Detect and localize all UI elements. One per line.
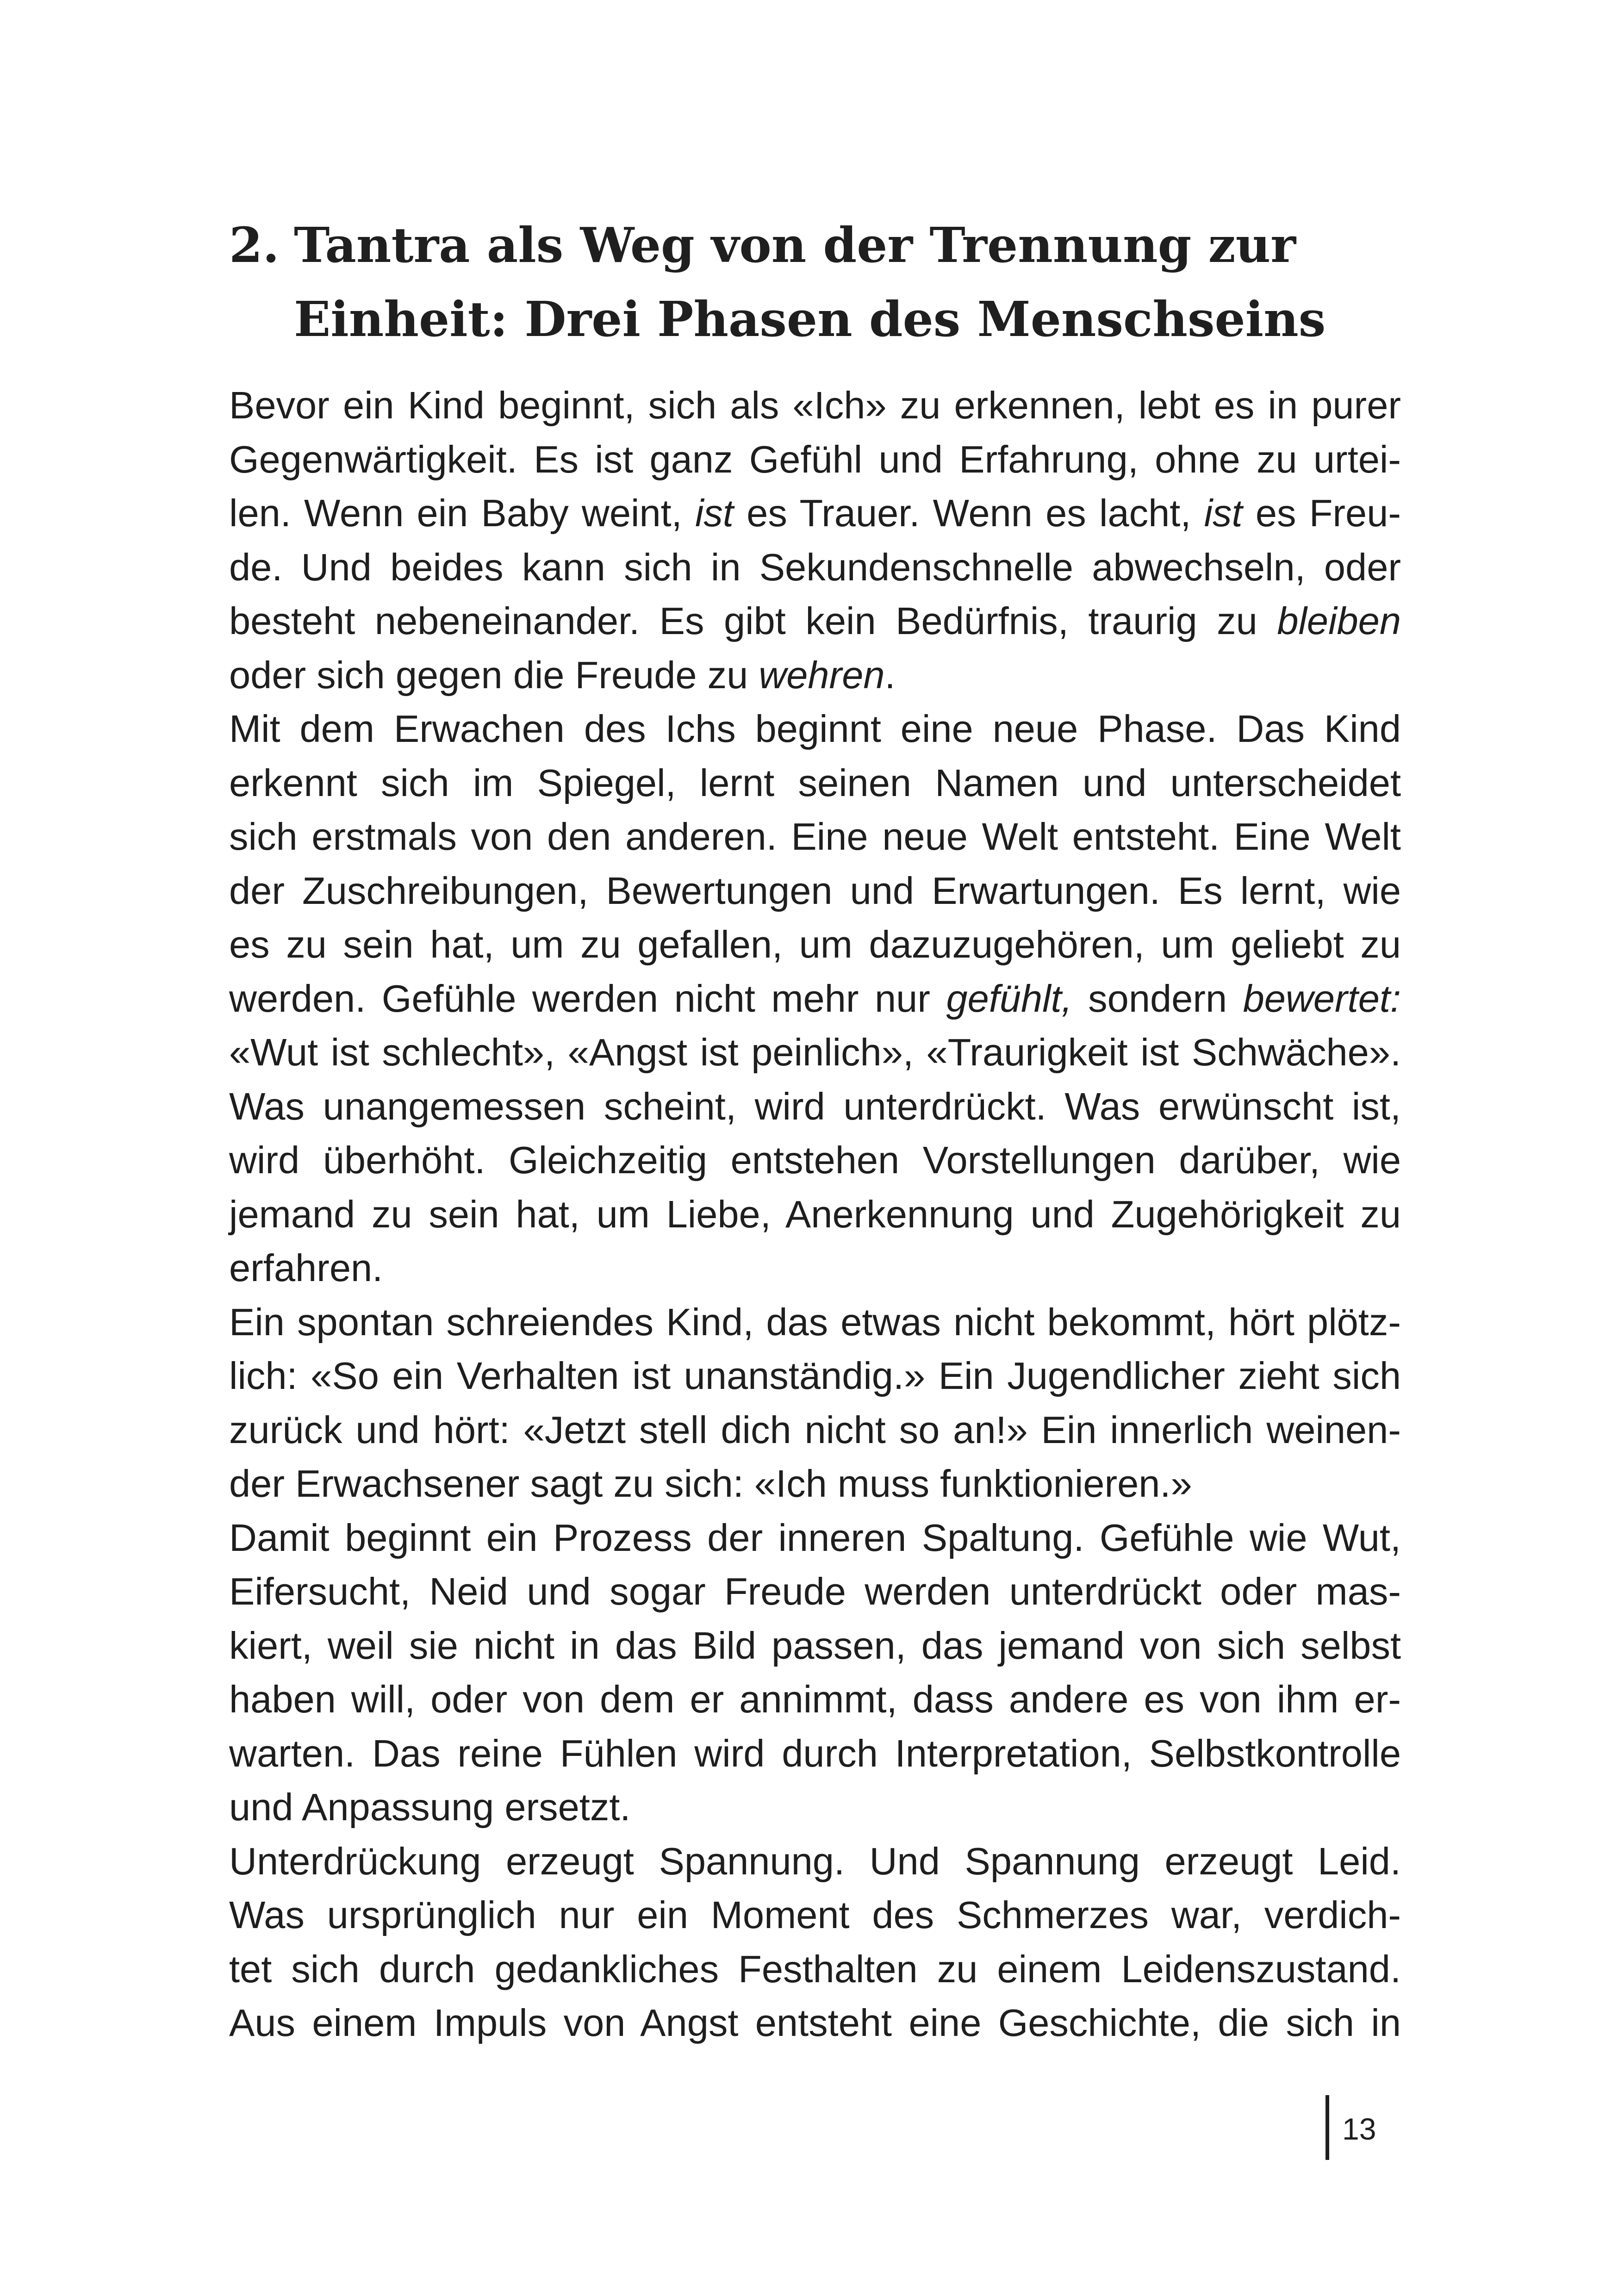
text-segment: Bevor ein Kind beginnt, sich als «Ich» zu erkennen, lebt es in purer <box>229 384 1401 427</box>
text-segment: Was unangemessen scheint, wird unterdrückt. Was erwünscht ist, <box>229 1084 1401 1128</box>
italic-text: ist <box>695 492 734 535</box>
italic-text: bewertet: <box>1243 977 1401 1020</box>
text-line <box>229 486 1401 541</box>
text-segment: Gegenwärtigkeit. Es ist ganz Gefühl und Erfahrung, ohne zu urtei- <box>229 437 1401 481</box>
text-line <box>229 1295 1401 1350</box>
text-line <box>229 1026 1401 1080</box>
text-line <box>229 918 1401 972</box>
chapter-title-part-1: Tantra als Weg von der Trennung zur <box>294 217 1296 274</box>
text-segment: tet sich durch gedankliches Festhalten zu einem Leidenszustand. <box>229 1947 1401 1991</box>
text-segment: sich erstmals von den anderen. Eine neue Welt entsteht. Eine Welt <box>229 815 1401 858</box>
text-line <box>229 648 1401 703</box>
text-line <box>229 433 1401 487</box>
text-segment: Ein spontan schreiendes Kind, das etwas nicht bekommt, hört plötz- <box>229 1300 1401 1344</box>
text-segment: . <box>884 653 896 697</box>
text-segment: Aus einem Impuls von Angst entsteht eine Geschichte, die sich in <box>229 2001 1401 2044</box>
text-line <box>229 1942 1401 1997</box>
text-segment: der Zuschreibungen, Bewertungen und Erwartungen. Es lernt, wie <box>229 869 1401 912</box>
text-line <box>229 1457 1401 1511</box>
chapter-number: 2. <box>229 217 280 274</box>
text-segment: Was ursprünglich nur ein Moment des Schmerzes war, verdich- <box>229 1893 1401 1936</box>
text-line <box>229 810 1401 864</box>
italic-text: wehren <box>759 653 885 697</box>
text-segment: werden. Gefühle werden nicht mehr nur <box>229 977 946 1020</box>
text-line <box>229 379 1401 433</box>
text-line <box>229 1780 1401 1835</box>
text-segment: warten. Das reine Fühlen wird durch Interpretation, Selbstkontrolle <box>229 1731 1401 1775</box>
text-segment: Mit dem Erwachen des Ichs beginnt eine neue Phase. Das Kind <box>229 707 1401 750</box>
text-line <box>229 1996 1401 2050</box>
text-segment: oder sich gegen die Freude zu <box>229 653 759 697</box>
text-segment: erfahren. <box>229 1246 383 1289</box>
text-segment: jemand zu sein hat, um Liebe, Anerkennung und Zugehörigkeit zu <box>229 1192 1401 1236</box>
text-line <box>229 1133 1401 1188</box>
italic-text: ist <box>1204 492 1243 535</box>
italic-text: gefühlt, <box>946 977 1072 1020</box>
text-line <box>229 1349 1401 1403</box>
text-segment: Damit beginnt ein Prozess der inneren Spaltung. Gefühle wie Wut, <box>229 1516 1401 1559</box>
chapter-heading <box>229 208 1326 356</box>
text-segment: lich: «So ein Verhalten ist unanständig.» Ein Jugendlicher zieht sich <box>229 1354 1401 1397</box>
text-segment: wird überhöht. Gleichzeitig entstehen Vorstellungen darüber, wie <box>229 1139 1401 1182</box>
text-line <box>229 1619 1401 1673</box>
page-number-rule <box>1326 2095 1329 2160</box>
text-line <box>229 1565 1401 1619</box>
text-segment: und Anpassung ersetzt. <box>229 1786 631 1829</box>
text-line <box>229 1888 1401 1942</box>
text-line <box>229 1835 1401 1889</box>
text-line <box>229 541 1401 595</box>
text-segment: zurück und hört: «Jetzt stell dich nicht so an!» Ein innerlich weinen- <box>229 1408 1401 1451</box>
text-line <box>229 594 1401 648</box>
text-segment: haben will, oder von dem er annimmt, dass andere es von ihm er- <box>229 1678 1401 1721</box>
text-line <box>229 1727 1401 1781</box>
text-line <box>229 972 1401 1026</box>
italic-text: bleiben <box>1277 599 1401 642</box>
text-line <box>229 1080 1401 1134</box>
page-number: 13 <box>1342 2112 1376 2146</box>
text-segment: es Trauer. Wenn es lacht, <box>733 492 1204 535</box>
text-line <box>229 864 1401 918</box>
text-line <box>229 1188 1401 1242</box>
text-segment: Unterdrückung erzeugt Spannung. Und Spannung erzeugt Leid. <box>229 1839 1401 1883</box>
text-line <box>229 1511 1401 1565</box>
text-line <box>229 1403 1401 1457</box>
text-segment: kiert, weil sie nicht in das Bild passen, das jemand von sich selbst <box>229 1624 1401 1667</box>
text-line <box>229 702 1401 756</box>
text-segment: Eifersucht, Neid und sogar Freude werden unterdrückt oder mas- <box>229 1570 1401 1613</box>
text-segment: erkennt sich im Spiegel, lernt seinen Namen und unterscheidet <box>229 761 1401 804</box>
text-segment: sondern <box>1072 977 1243 1020</box>
text-line <box>229 756 1401 810</box>
text-line <box>229 1241 1401 1295</box>
body-text <box>229 379 1401 2050</box>
chapter-heading-line-1 <box>229 208 1326 282</box>
text-segment: es zu sein hat, um zu gefallen, um dazuzugehören, um geliebt zu <box>229 923 1401 966</box>
text-segment: es Freu- <box>1242 492 1401 535</box>
text-segment: besteht nebeneinander. Es gibt kein Bedürfnis, traurig zu <box>229 599 1277 642</box>
text-segment: der Erwachsener sagt zu sich: «Ich muss funktionieren.» <box>229 1462 1192 1505</box>
text-line <box>229 1673 1401 1727</box>
chapter-title-part-2: Einheit: Drei Phasen des Menschseins <box>294 291 1326 348</box>
text-segment: len. Wenn ein Baby weint, <box>229 492 695 535</box>
text-segment: «Wut ist schlecht», «Angst ist peinlich», «Traurigkeit ist Schwäche». <box>229 1031 1401 1074</box>
text-segment: de. Und beides kann sich in Sekundenschnelle abwechseln, oder <box>229 545 1401 589</box>
